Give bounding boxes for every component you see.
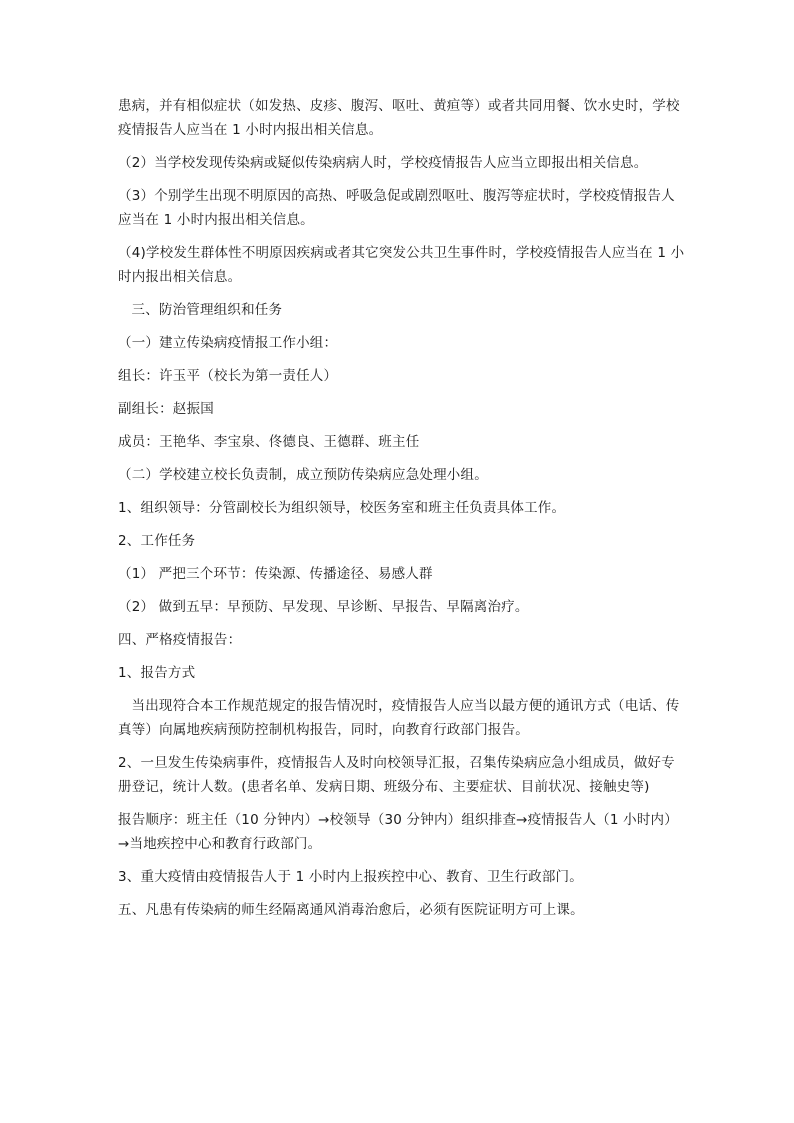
report-method-heading: 1、报告方式 xyxy=(118,665,196,681)
document-body xyxy=(118,94,686,931)
major-epidemic-report: 3、重大疫情由疫情报告人于 1 小时内上报疾控中心、教育、卫生行政部门。 xyxy=(118,869,583,885)
section-heading-3: 三、防治管理组织和任务 xyxy=(131,302,283,318)
paragraph-symptom-report: 患病，并有相似症状（如发热、皮疹、腹泻、呕吐、黄疸等）或者共同用餐、饮水史时，学校疫情报告人应当在 1 小时内报出相关信息。 xyxy=(118,98,680,138)
report-method-text: 当出现符合本工作规范规定的报告情况时，疫情报告人应当以最方便的通讯方式（电话、传真等）向属地疾病预防控制机构报告，同时，向教育行政部门报告。 xyxy=(118,698,680,738)
task-three-links: （1） 严把三个环节：传染源、传播途径、易感人群 xyxy=(118,566,433,582)
report-sequence: 报告顺序：班主任（10 分钟内）→校领导（30 分钟内）组织排查→疫情报告人（1 小时内）→当地疾控中心和教育行政部门。 xyxy=(118,812,678,852)
section-heading-5: 五、凡患有传染病的师生经隔离通风消毒治愈后，必须有医院证明方可上课。 xyxy=(118,902,584,918)
work-tasks-heading: 2、工作任务 xyxy=(118,533,196,549)
deputy-leader: 副组长：赵振国 xyxy=(118,401,214,417)
group-leader: 组长：许玉平（校长为第一责任人） xyxy=(118,368,338,384)
subheading-working-group: （一）建立传染病疫情报工作小组： xyxy=(118,335,338,351)
paragraph-item-3: （3）个别学生出现不明原因的高热、呼吸急促或剧烈呕吐、腹泻等症状时，学校疫情报告人应当在 1 小时内报出相关信息。 xyxy=(118,188,675,228)
subheading-emergency-group: （二）学校建立校长负责制，成立预防传染病应急处理小组。 xyxy=(118,467,488,483)
organization-leadership: 1、组织领导：分管副校长为组织领导，校医务室和班主任负责具体工作。 xyxy=(118,500,566,516)
task-five-early: （2） 做到五早：早预防、早发现、早诊断、早报告、早隔离治疗。 xyxy=(118,599,529,615)
paragraph-item-2: （2）当学校发现传染病或疑似传染病病人时，学校疫情报告人应当立即报出相关信息。 xyxy=(118,155,648,171)
section-heading-4: 四、严格疫情报告： xyxy=(118,632,242,648)
paragraph-item-4: （4)学校发生群体性不明原因疾病或者其它突发公共卫生事件时，学校疫情报告人应当在 1 小时内报出相关信息。 xyxy=(118,245,685,285)
incident-procedure: 2、一旦发生传染病事件，疫情报告人及时向校领导汇报，召集传染病应急小组成员，做好专册登记，统计人数。(患者名单、发病日期、班级分布、主要症状、目前状况、接触史等) xyxy=(118,755,675,795)
group-members: 成员：王艳华、李宝泉、佟德良、王德群、班主任 xyxy=(118,434,420,450)
